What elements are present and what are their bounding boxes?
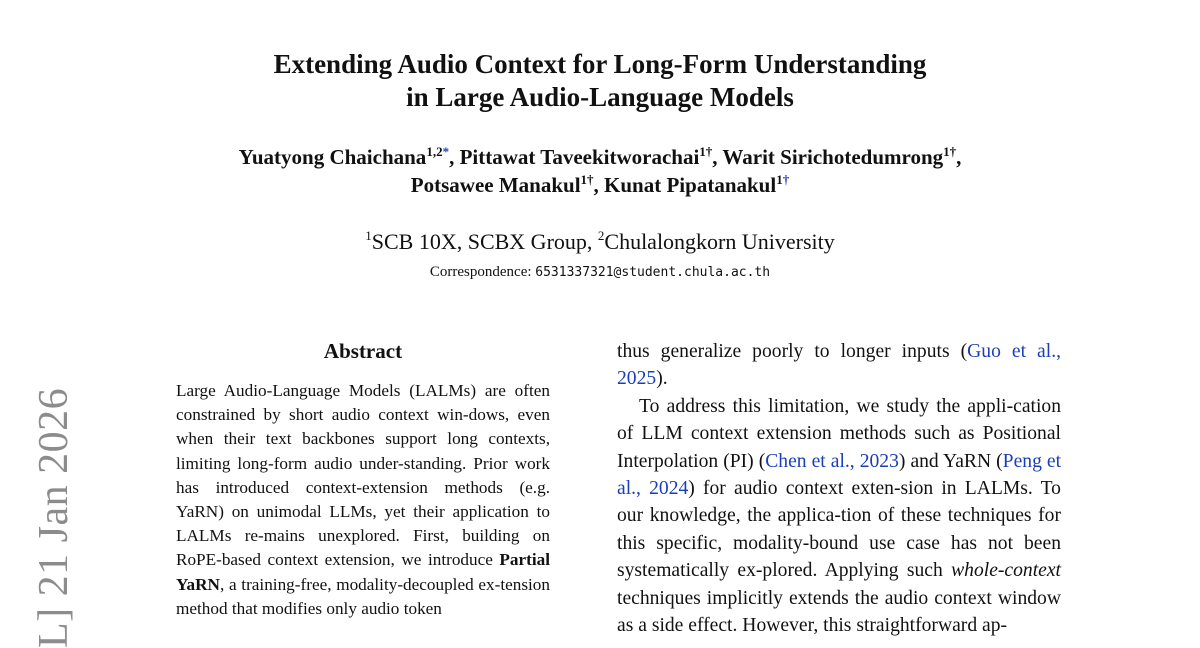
intro-paragraph [617,393,1061,640]
author-mark: † [782,172,790,187]
affil-org-2: Chulalongkorn University [604,229,835,254]
body-text: ) and YaRN ( [898,450,1003,472]
author-mark: † [705,144,713,159]
body-text: To address this limitation, we study the appli-cation of LLM context extension methods such as Positional Interpolation (PI) ( [617,395,1061,472]
italic-term: whole-context [951,560,1061,582]
author-sep: , [449,145,460,169]
abstract-body [176,379,550,621]
author-sep: , [593,173,605,197]
title-line-2: in Large Audio-Language Models [406,82,794,112]
author-affil-sup: 1 [776,172,783,187]
author-affil-sup: 1,2 [426,144,443,159]
body-text: ) for audio context exten-sion in LALMs. To our knowledge, the applica-tion of these techniques for this specific, modality-bound use case has not been systematically ex-plored. Applying such [617,478,1061,582]
correspondence [0,262,1200,283]
author-affil-sup: 1 [699,144,706,159]
citation-link[interactable]: Guo et al., 2025 [617,341,1061,390]
author-mark: * [442,144,450,159]
correspondence-label: Correspondence: [429,264,536,280]
affil-sup-1: 1 [365,228,372,243]
abstract-text: , a training-free, modality-decoupled ex-tension method that modifies only audio token [176,574,550,618]
body-text: techniques implicitly extends the audio context window as a side effect. However, this straightforward ap- [617,587,1061,637]
citation-link[interactable]: Chen et al., 2023 [765,450,899,472]
author-sep: , [956,145,962,169]
author-name: Pittawat Taveekitworachai [459,145,700,169]
author-line-1 [0,143,1200,171]
abstract-bold-term: Partial YaRN [176,550,550,594]
author-name: Potsawee Manakul [410,173,581,197]
author-mark: † [587,172,594,187]
affil-sup-2: 2 [597,228,605,243]
title-line-1: Extending Audio Context for Long-Form Understanding [273,49,927,79]
intro-column [617,338,1061,639]
affiliations [0,228,1200,256]
author-list [0,143,1200,199]
body-text: ). [656,368,668,390]
author-sep: , [712,145,723,169]
arxiv-side-stamp: L] 21 Jan 2026 [31,387,77,648]
author-name: Yuatyong Chaichana [238,145,427,169]
author-name: Warit Sirichotedumrong [722,145,944,169]
affil-org-1: SCB 10X, SCBX Group, [371,229,598,254]
author-name: Kunat Pipatanakul [604,173,777,197]
paper-title [0,48,1200,114]
correspondence-email[interactable]: 6531337321@student.chula.ac.th [535,265,771,280]
author-mark: † [949,144,957,159]
author-affil-sup: 1 [580,172,588,187]
author-line-2 [0,171,1200,199]
abstract-text: Large Audio-Language Models (LALMs) are often constrained by short audio context win-dows, even when their text backbones support long contexts, limiting long-form audio under-standing. Prior work has introduced context-extension methods (e.g. YaRN) on unimodal LLMs, yet their application to LALMs re-mains unexplored. First, building on RoPE-based context extension, we introduce [176,381,550,570]
abstract-heading: Abstract [323,339,403,363]
intro-paragraph [617,338,1061,393]
citation-link[interactable]: Peng et al., 2024 [617,450,1062,500]
author-affil-sup: 1 [943,144,950,159]
body-text: thus generalize poorly to longer inputs ( [617,341,968,362]
